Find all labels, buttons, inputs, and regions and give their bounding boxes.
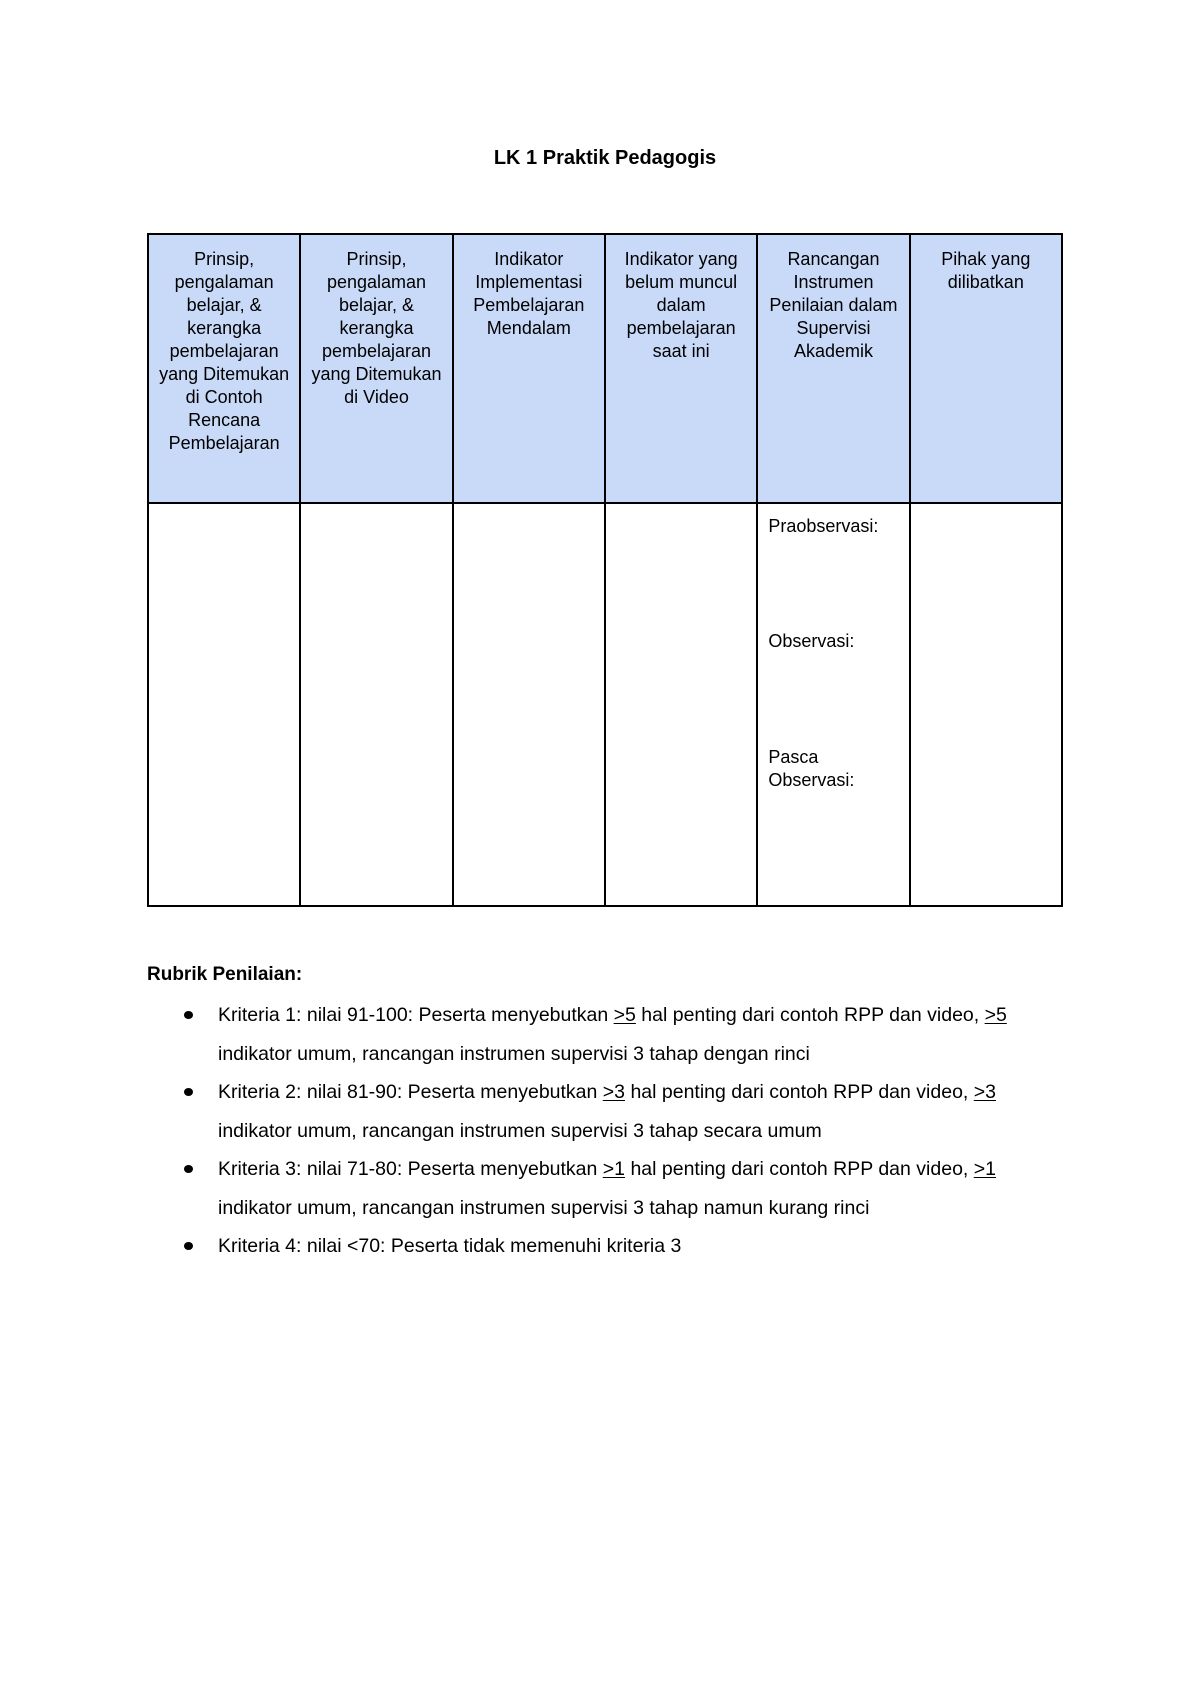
rubrik-item-3 xyxy=(218,1150,1048,1227)
rubrik-heading: Rubrik Penilaian: xyxy=(147,964,303,985)
pasca-observasi-label: Pasca Observasi: xyxy=(768,747,855,790)
cell-prinsip-rpp[interactable] xyxy=(148,503,300,906)
lk-table xyxy=(147,233,1063,907)
bullet-icon xyxy=(184,1088,193,1096)
cell-indikator-belum-muncul[interactable] xyxy=(605,503,757,906)
cell-prinsip-video[interactable] xyxy=(300,503,452,906)
header-rancangan-instrumen: Rancangan Instrumen Penilaian dalam Supervisi Akademik xyxy=(757,234,909,503)
rubrik-text: indikator umum, rancangan instrumen supervisi 3 tahap namun kurang rinci xyxy=(218,1196,870,1219)
header-prinsip-rpp: Prinsip, pengalaman belajar, & kerangka pembelajaran yang Ditemukan di Contoh Rencana Pembelajaran xyxy=(148,234,300,503)
observasi-label: Observasi: xyxy=(768,631,855,651)
rubrik-list xyxy=(218,996,1048,1266)
bullet-icon xyxy=(184,1242,193,1250)
header-pihak-dilibatkan: Pihak yang dilibatkan xyxy=(910,234,1062,503)
rubrik-threshold: >5 xyxy=(613,1004,636,1026)
rubrik-text: indikator umum, rancangan instrumen supervisi 3 tahap dengan rinci xyxy=(218,1042,810,1065)
rubrik-threshold: >5 xyxy=(984,1004,1007,1026)
rubrik-item-4 xyxy=(218,1227,1048,1266)
rubrik-threshold: >3 xyxy=(602,1081,626,1103)
header-indikator-belum-muncul: Indikator yang belum muncul dalam pembelajaran saat ini xyxy=(605,234,757,503)
page-title: LK 1 Praktik Pedagogis xyxy=(493,147,717,169)
praobservasi-label: Praobservasi: xyxy=(768,516,879,536)
rubrik-text: hal penting dari contoh RPP dan video, xyxy=(635,1004,985,1026)
rubrik-text: Kriteria 4: nilai <70: Peserta tidak memenuhi kriteria 3 xyxy=(218,1235,682,1257)
rubrik-item-2 xyxy=(218,1073,1048,1150)
rubrik-text: Kriteria 1: nilai 91-100: Peserta menyebutkan xyxy=(218,1004,614,1026)
rubrik-text: Kriteria 3: nilai 71-80: Peserta menyebutkan xyxy=(218,1158,603,1180)
bullet-icon xyxy=(184,1165,193,1173)
cell-rancangan-instrumen[interactable] xyxy=(757,503,909,906)
rubrik-threshold: >1 xyxy=(602,1158,626,1180)
rubrik-threshold: >1 xyxy=(973,1158,996,1180)
table-header-row xyxy=(148,234,1062,503)
header-prinsip-video: Prinsip, pengalaman belajar, & kerangka pembelajaran yang Ditemukan di Video xyxy=(300,234,452,503)
rubrik-item-1 xyxy=(218,996,1048,1073)
cell-pihak-dilibatkan[interactable] xyxy=(910,503,1062,906)
table-row xyxy=(148,503,1062,906)
header-indikator-implementasi: Indikator Implementasi Pembelajaran Mendalam xyxy=(453,234,605,503)
rubrik-text: hal penting dari contoh RPP dan video, xyxy=(625,1081,974,1103)
rubrik-text: Kriteria 2: nilai 81-90: Peserta menyebutkan xyxy=(218,1081,603,1103)
rubrik-threshold: >3 xyxy=(973,1081,996,1103)
bullet-icon xyxy=(184,1011,193,1019)
rubrik-text: hal penting dari contoh RPP dan video, xyxy=(625,1158,974,1180)
cell-indikator-implementasi[interactable] xyxy=(453,503,605,906)
rubrik-text: indikator umum, rancangan instrumen supervisi 3 tahap secara umum xyxy=(218,1119,822,1142)
